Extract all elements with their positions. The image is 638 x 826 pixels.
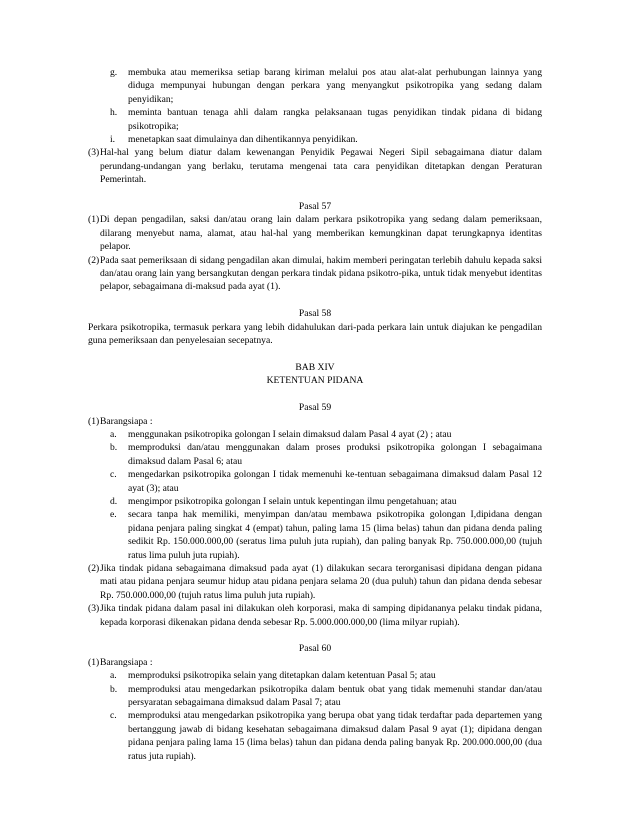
paragraph-lead: Barangsiapa : (100, 656, 153, 668)
item-label: b. (110, 683, 118, 695)
paragraph (88, 213, 542, 253)
list-item (88, 66, 542, 106)
item-label: h. (110, 107, 118, 119)
item-label: e. (110, 509, 117, 521)
paragraph-number: (3) (88, 147, 100, 159)
list-item (88, 133, 542, 146)
list-item (88, 495, 542, 508)
list-item (88, 106, 542, 133)
item-label: b. (110, 442, 118, 454)
section-title: Pasal 59 (298, 402, 332, 414)
list-item (88, 428, 542, 441)
item-text: memproduksi psikotropika selain yang ditetapkan dalam ketentuan Pasal 5; atau (128, 670, 436, 682)
item-label: d. (110, 495, 118, 507)
item-label: a. (110, 428, 117, 440)
list-item (88, 508, 542, 562)
paragraph-number: (2) (88, 562, 100, 574)
paragraph-text: Jika tindak pidana dalam pasal ini dilakukan oleh korporasi, maka di samping dipidananya pelaku tindak pidana, kepada korporasi dikenakan pidana denda sebesar Rp. 5.000.000.000,00 (lima milyar rupiah). (100, 603, 542, 628)
paragraph-text: Perkara psikotropika, termasuk perkara yang lebih didahulukan dari-pada perkara lain untuk diajukan ke pengadilan guna pemeriksaan dan penyelesaian secepatnya. (88, 321, 542, 347)
paragraph (88, 602, 542, 629)
chapter-title: BAB XIV (295, 361, 335, 373)
list-item (88, 669, 542, 682)
document-page (88, 66, 542, 763)
list-item (88, 441, 542, 468)
paragraph-number: (3) (88, 603, 100, 615)
paragraph-number: (1) (88, 656, 100, 668)
paragraph (88, 415, 542, 428)
section-title: Pasal 60 (298, 643, 332, 655)
item-text: membuka atau memeriksa setiap barang kiriman melalui pos atau alat-alat perhubungan lainnya yang diduga mempunyai hubungan dengan perkara yang menyangkut psikotropika yang sedang dalam penyidikan; (128, 67, 542, 105)
item-text: mengedarkan psikotropika golongan I tidak memenuhi ke-tentuan sebagaimana dimaksud dalam Pasal 12 ayat (3); atau (128, 469, 542, 494)
item-text: memproduksi dan/atau menggunakan dalam proses produksi psikotropika golongan I sebagaimana dimaksud dalam Pasal 6; atau (128, 442, 542, 467)
item-text: menetapkan saat dimulainya dan dihentikannya penyidikan. (128, 134, 358, 146)
paragraph-number: (2) (88, 254, 100, 266)
paragraph-text: Di depan pengadilan, saksi dan/atau orang lain dalam perkara psikotropika yang sedang dalam pemeriksaan, dilarang menyebut nama, alamat, atau hal-hal yang memberikan kemungkinan dapat terungkapnya identitas pelapor. (100, 214, 542, 253)
item-label: c. (110, 710, 117, 722)
paragraph (88, 146, 542, 186)
list-item (88, 683, 542, 710)
section-title: Pasal 58 (298, 308, 332, 320)
item-text: memproduksi atau mengedarkan psikotropika yang berupa obat yang tidak terdaftar pada departemen yang bertanggung jawab di bidang kesehatan sebagaimana dimaksud dalam Pasal 9 ayat (1); dipidana dengan pidana penjara paling lama 15 (lima belas) tahun dan pidana denda paling banyak Rp. 200.000.000,00 (dua ratus juta rupiah). (128, 710, 542, 762)
item-label: g. (110, 67, 118, 78)
item-text: meminta bantuan tenaga ahli dalam rangka pelaksanaan tugas penyidikan tindak pidana di bidang psikotropika; (128, 107, 542, 132)
list-item (88, 468, 542, 495)
item-text: menggunakan psikotropika golongan I selain dimaksud dalam Pasal 4 ayat (2) ; atau (128, 428, 452, 440)
paragraph (88, 656, 542, 669)
item-text: memproduksi atau mengedarkan psikotropika dalam bentuk obat yang tidak memenuhi standar dan/atau persyaratan sebagaimana dimaksud dalam Pasal 7; atau (128, 683, 542, 709)
list-item (88, 709, 542, 763)
paragraph-lead: Barangsiapa : (100, 415, 153, 427)
section-title: Pasal 57 (298, 201, 332, 213)
item-label: c. (110, 469, 117, 481)
paragraph-number: (1) (88, 415, 100, 427)
paragraph-text: Jika tindak pidana sebagaimana dimaksud pada ayat (1) dilakukan secara terorganisasi dipidana dengan pidana mati atau pidana penjara seumur hidup atau pidana penjara selama 20 (dua puluh) tahun dan pidana denda sebesar Rp. 750.000.000,00 (tujuh ratus lima puluh juta rupiah). (100, 562, 542, 601)
paragraph-text: Hal-hal yang belum diatur dalam kewenangan Penyidik Pegawai Negeri Sipil sebagaimana diatur dalam perundang-undangan yang berlaku, terutama mengenai tata cara penyidikan ditetapkan dengan Peraturan Pemerintah. (100, 147, 542, 186)
item-text: mengimpor psikotropika golongan I selain untuk kepentingan ilmu pengetahuan; atau (128, 495, 457, 507)
item-label: a. (110, 670, 117, 682)
paragraph (88, 562, 542, 602)
item-text: secara tanpa hak memiliki, menyimpan dan/atau membawa psikotropika golongan I,dipidana dengan pidana penjara paling singkat 4 (empat) tahun, paling lama 15 (lima belas) tahun dan pidana denda paling sedikit Rp. 150.000.000,00 (seratus lima puluh juta rupiah), dan paling banyak Rp. 750.000.000,00 (tujuh ratus lima puluh juta rupiah). (128, 509, 542, 561)
paragraph-number: (1) (88, 214, 100, 226)
paragraph (88, 254, 542, 294)
item-label: i. (110, 134, 116, 146)
chapter-subtitle: KETENTUAN PIDANA (266, 375, 364, 387)
paragraph-text: Pada saat pemeriksaan di sidang pengadilan akan dimulai, hakim memberi peringatan terlebih dahulu kepada saksi dan/atau orang lain yang bersangkutan dengan perkara tindak pidana psikotro-pika, untuk tidak menyebut identitas pelapor, sebagaimana di-maksud pada ayat (1). (100, 254, 542, 293)
